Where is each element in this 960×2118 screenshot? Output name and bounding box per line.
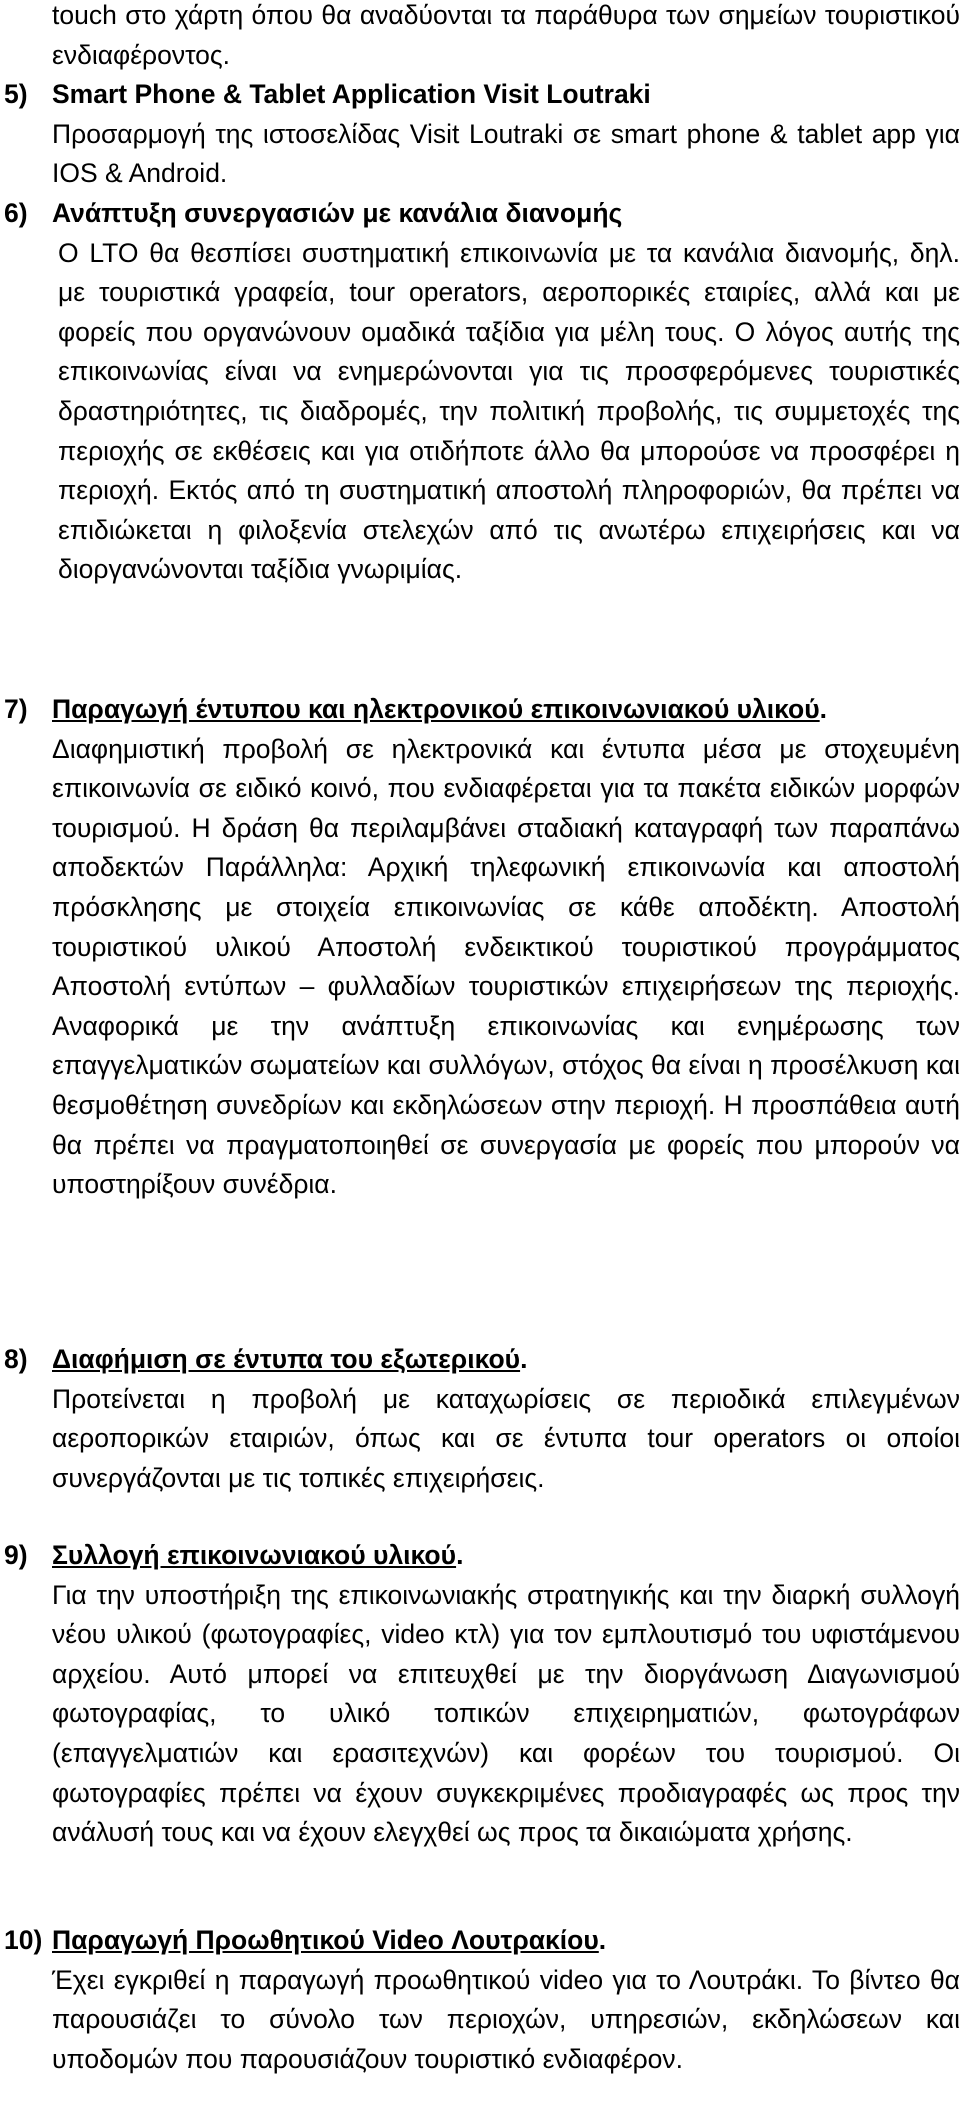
list-item-7 xyxy=(0,690,960,1205)
item-body: Έχει εγκριθεί η παραγωγή προωθητικού video για το Λουτράκι. Το βίντεο θα παρουσιάζει το σύνολο των περιοχών, υπηρεσιών, εκδηλώσεων και υποδομών που παρουσιάζουν τουριστικό ενδιαφέρον. xyxy=(52,1964,960,2074)
item-heading xyxy=(52,75,960,115)
item-heading xyxy=(52,1340,960,1380)
item-title-suffix: . xyxy=(520,1344,528,1374)
item-body: Προσαρμογή της ιστοσελίδας Visit Loutraki σε smart phone & tablet app για IOS & Android. xyxy=(52,118,960,189)
item-heading xyxy=(52,194,960,234)
item-title: Συλλογή επικοινωνιακού υλικού xyxy=(52,1540,457,1570)
item-heading xyxy=(52,1536,960,1576)
item-number: 9) xyxy=(4,1540,28,1570)
item-body: Διαφημιστική προβολή σε ηλεκτρονικά και έντυπα μέσα με στοχευμένη επικοινωνία σε ειδικό κοινό, που ενδιαφέρεται για τα πακέτα ειδικών μορφών τουρισμού. Η δράση θα περιλαμβάνει σταδιακή καταγραφή των παραπάνω αποδεκτών Παράλληλα: Αρχική τηλεφωνική επικοινωνία και αποστολή πρόσκλησης με στοιχεία επικοινωνίας σε κάθε αποδέκτη. Αποστολή τουριστικού υλικού Αποστολή ενδεικτικού τουριστικού προγράμματος Αποστολή εντύπων – φυλλαδίων τουριστικών επιχειρήσεων της περιοχής. Αναφορικά με την ανάπτυξη επικοινωνίας και ενημέρωσης των επαγγελματικών σωματείων και συλλόγων, στόχος θα είναι η προσέλκυση και θεσμοθέτηση συνεδρίων και εκδηλώσεων στην περιοχή. Η προσπάθεια αυτή θα πρέπει να πραγματοποιηθεί σε συνεργασία με φορείς που μπορούν να υποστηρίξουν συνέδρια. xyxy=(52,733,960,1200)
list-item-5 xyxy=(0,75,960,194)
item-body: Ο LTO θα θεσπίσει συστηματική επικοινωνία με τα κανάλια διανομής, δηλ. με τουριστικά γραφεία, tour operators, αεροπορικές εταιρίες, αλλά και με φορείς που οργανώνουν ομαδικά ταξίδια για μέλη τους. Ο λόγος αυτής της επικοινωνίας είναι να ενημερώνονται για τις προσφερόμενες τουριστικές δραστηριότητες, τις διαδρομές, την πολιτική προβολής, τις συμμετοχές της περιοχής σε εκθέσεις και για οτιδήποτε άλλο θα μπορούσε να προσφέρει η περιοχή. Εκτός από τη συστηματική αποστολή πληροφοριών, θα πρέπει να επιδιώκεται η φιλοξενία στελεχών από τις ανωτέρω επιχειρήσεις και να διοργανώνονται ταξίδια γνωριμίας. xyxy=(58,237,960,585)
item-title: Διαφήμιση σε έντυπα του εξωτερικού xyxy=(52,1344,521,1374)
list-item-10 xyxy=(0,1921,960,2079)
list-item-9 xyxy=(0,1536,960,1853)
item-heading xyxy=(52,1921,960,1961)
item-heading xyxy=(52,690,960,730)
item-number: 5) xyxy=(4,79,28,109)
item-number: 10) xyxy=(4,1925,43,1955)
item-title-suffix: . xyxy=(598,1925,607,1955)
item-title-suffix: . xyxy=(819,694,828,724)
item-title: Smart Phone & Tablet Application Visit Loutraki xyxy=(52,79,651,109)
list-item-8 xyxy=(0,1340,960,1498)
item-title: Ανάπτυξη συνεργασιών με κανάλια διανομής xyxy=(52,198,623,228)
item-number: 8) xyxy=(4,1344,28,1374)
item-body: Για την υποστήριξη της επικοινωνιακής στρατηγικής και την διαρκή συλλογή νέου υλικού (φωτογραφίες, video κτλ) για τον εμπλουτισμό του υφιστάμενου αρχείου. Αυτό μπορεί να επιτευχθεί με την διοργάνωση Διαγωνισμού φωτογραφίας, το υλικό τοπικών επιχειρηματιών, φωτογράφων (επαγγελματιών και ερασιτεχνών) και φορέων του τουρισμού. Οι φωτογραφίες πρέπει να έχουν συγκεκριμένες προδιαγραφές ως προς την ανάλυσή τους και να έχουν ελεγχθεί ως προς τα δικαιώματα χρήσης. xyxy=(52,1579,960,1848)
item-title: Παραγωγή Προωθητικού Video Λουτρακίου xyxy=(52,1925,599,1955)
list-item-6 xyxy=(0,194,960,590)
item-title: Παραγωγή έντυπου και ηλεκτρονικού επικοινωνιακού υλικού xyxy=(52,694,820,724)
item-body: Προτείνεται η προβολή με καταχωρίσεις σε περιοδικά επιλεγμένων αεροπορικών εταιριών, όπως και σε έντυπα tour operators οι οποίοι συνεργάζονται με τις τοπικές επιχειρήσεις. xyxy=(52,1383,960,1493)
item-number: 7) xyxy=(4,694,28,724)
continuation-paragraph: touch στο χάρτη όπου θα αναδύονται τα παράθυρα των σημείων τουριστικού ενδιαφέροντος. xyxy=(52,0,960,70)
item-number: 6) xyxy=(4,198,28,228)
item-title-suffix: . xyxy=(456,1540,464,1570)
